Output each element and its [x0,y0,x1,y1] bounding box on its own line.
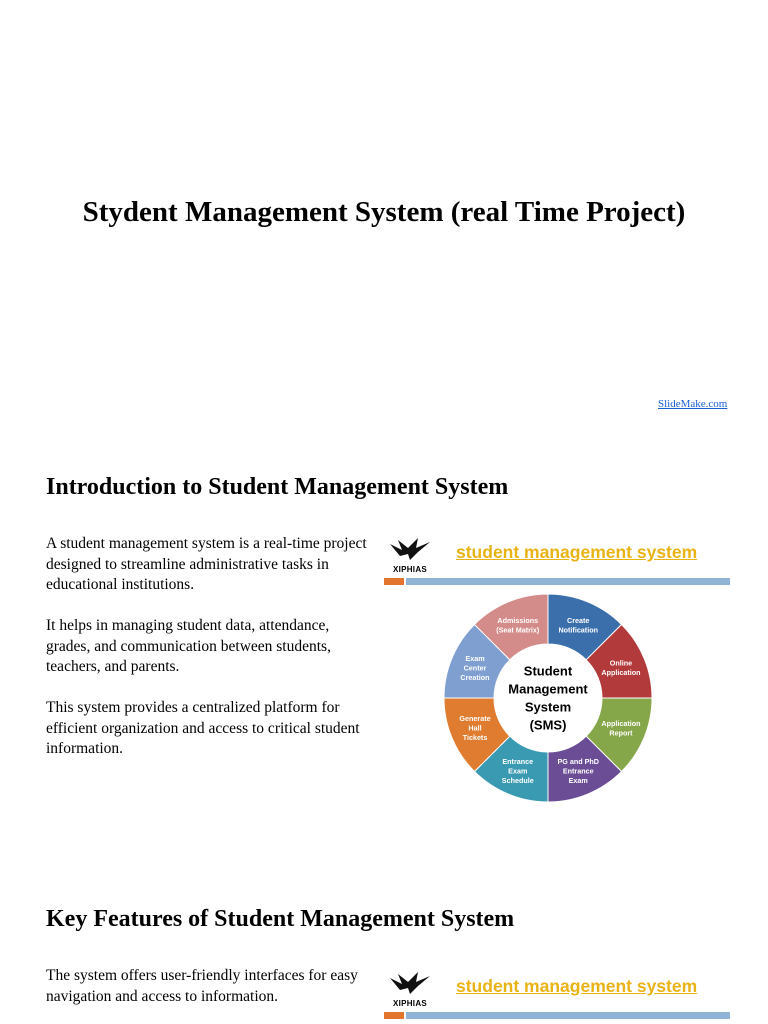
blue-bar [406,1012,730,1019]
brand-name: XIPHIAS [392,999,428,1008]
segment-label: Create Notification [558,615,598,635]
features-heading: Key Features of Student Management System [46,906,515,932]
segment-label: Application Report [601,718,641,738]
intro-paragraph-3: This system provides a centralized platform for efficient organization and access to critical student information. [46,699,360,757]
intro-paragraph-1: A student management system is a real-time project designed to streamline administrative tasks in educational institutions. [46,535,367,593]
segment-label: PG and PhD Entrance Exam [557,756,600,785]
sms-diagram-image [384,530,730,802]
blue-bar [406,578,730,585]
banner-title: student management system [456,976,698,996]
sms-banner-image [384,964,730,1024]
orange-bar [384,1012,404,1019]
bird-icon [388,970,432,996]
intro-heading: Introduction to Student Management System [46,474,509,500]
brand-row [384,964,730,1010]
center-label: Student Management System (SMS) [508,663,588,733]
segment-label: Admissions (Seat Matrix) [496,615,540,635]
brand-row [384,530,730,576]
xiphias-logo [388,970,432,1008]
segment-label: Entrance Exam Schedule [501,756,534,785]
divider-bars [384,576,730,586]
segment-label: Exam Center Creation [460,653,490,682]
slidemake-link[interactable]: SlideMake.com [658,398,728,410]
brand-name: XIPHIAS [392,565,428,574]
sms-donut-diagram [434,594,662,802]
orange-bar [384,578,404,585]
features-paragraph-1: The system offers user-friendly interfaces for easy navigation and access to information. [46,967,358,1005]
segment-label: Online Application [601,658,641,678]
segment-label: Generate Hall Tickets [459,714,491,743]
slide-title: Stydent Management System (real Time Project) [82,196,686,228]
bird-icon [388,536,432,562]
intro-paragraph-2: It helps in managing student data, attendance, grades, and communication between students, teachers, and parents. [46,617,331,675]
divider-bars [384,1010,730,1020]
banner-title: student management system [456,542,698,562]
xiphias-logo [388,536,432,574]
donut-center [495,645,601,751]
